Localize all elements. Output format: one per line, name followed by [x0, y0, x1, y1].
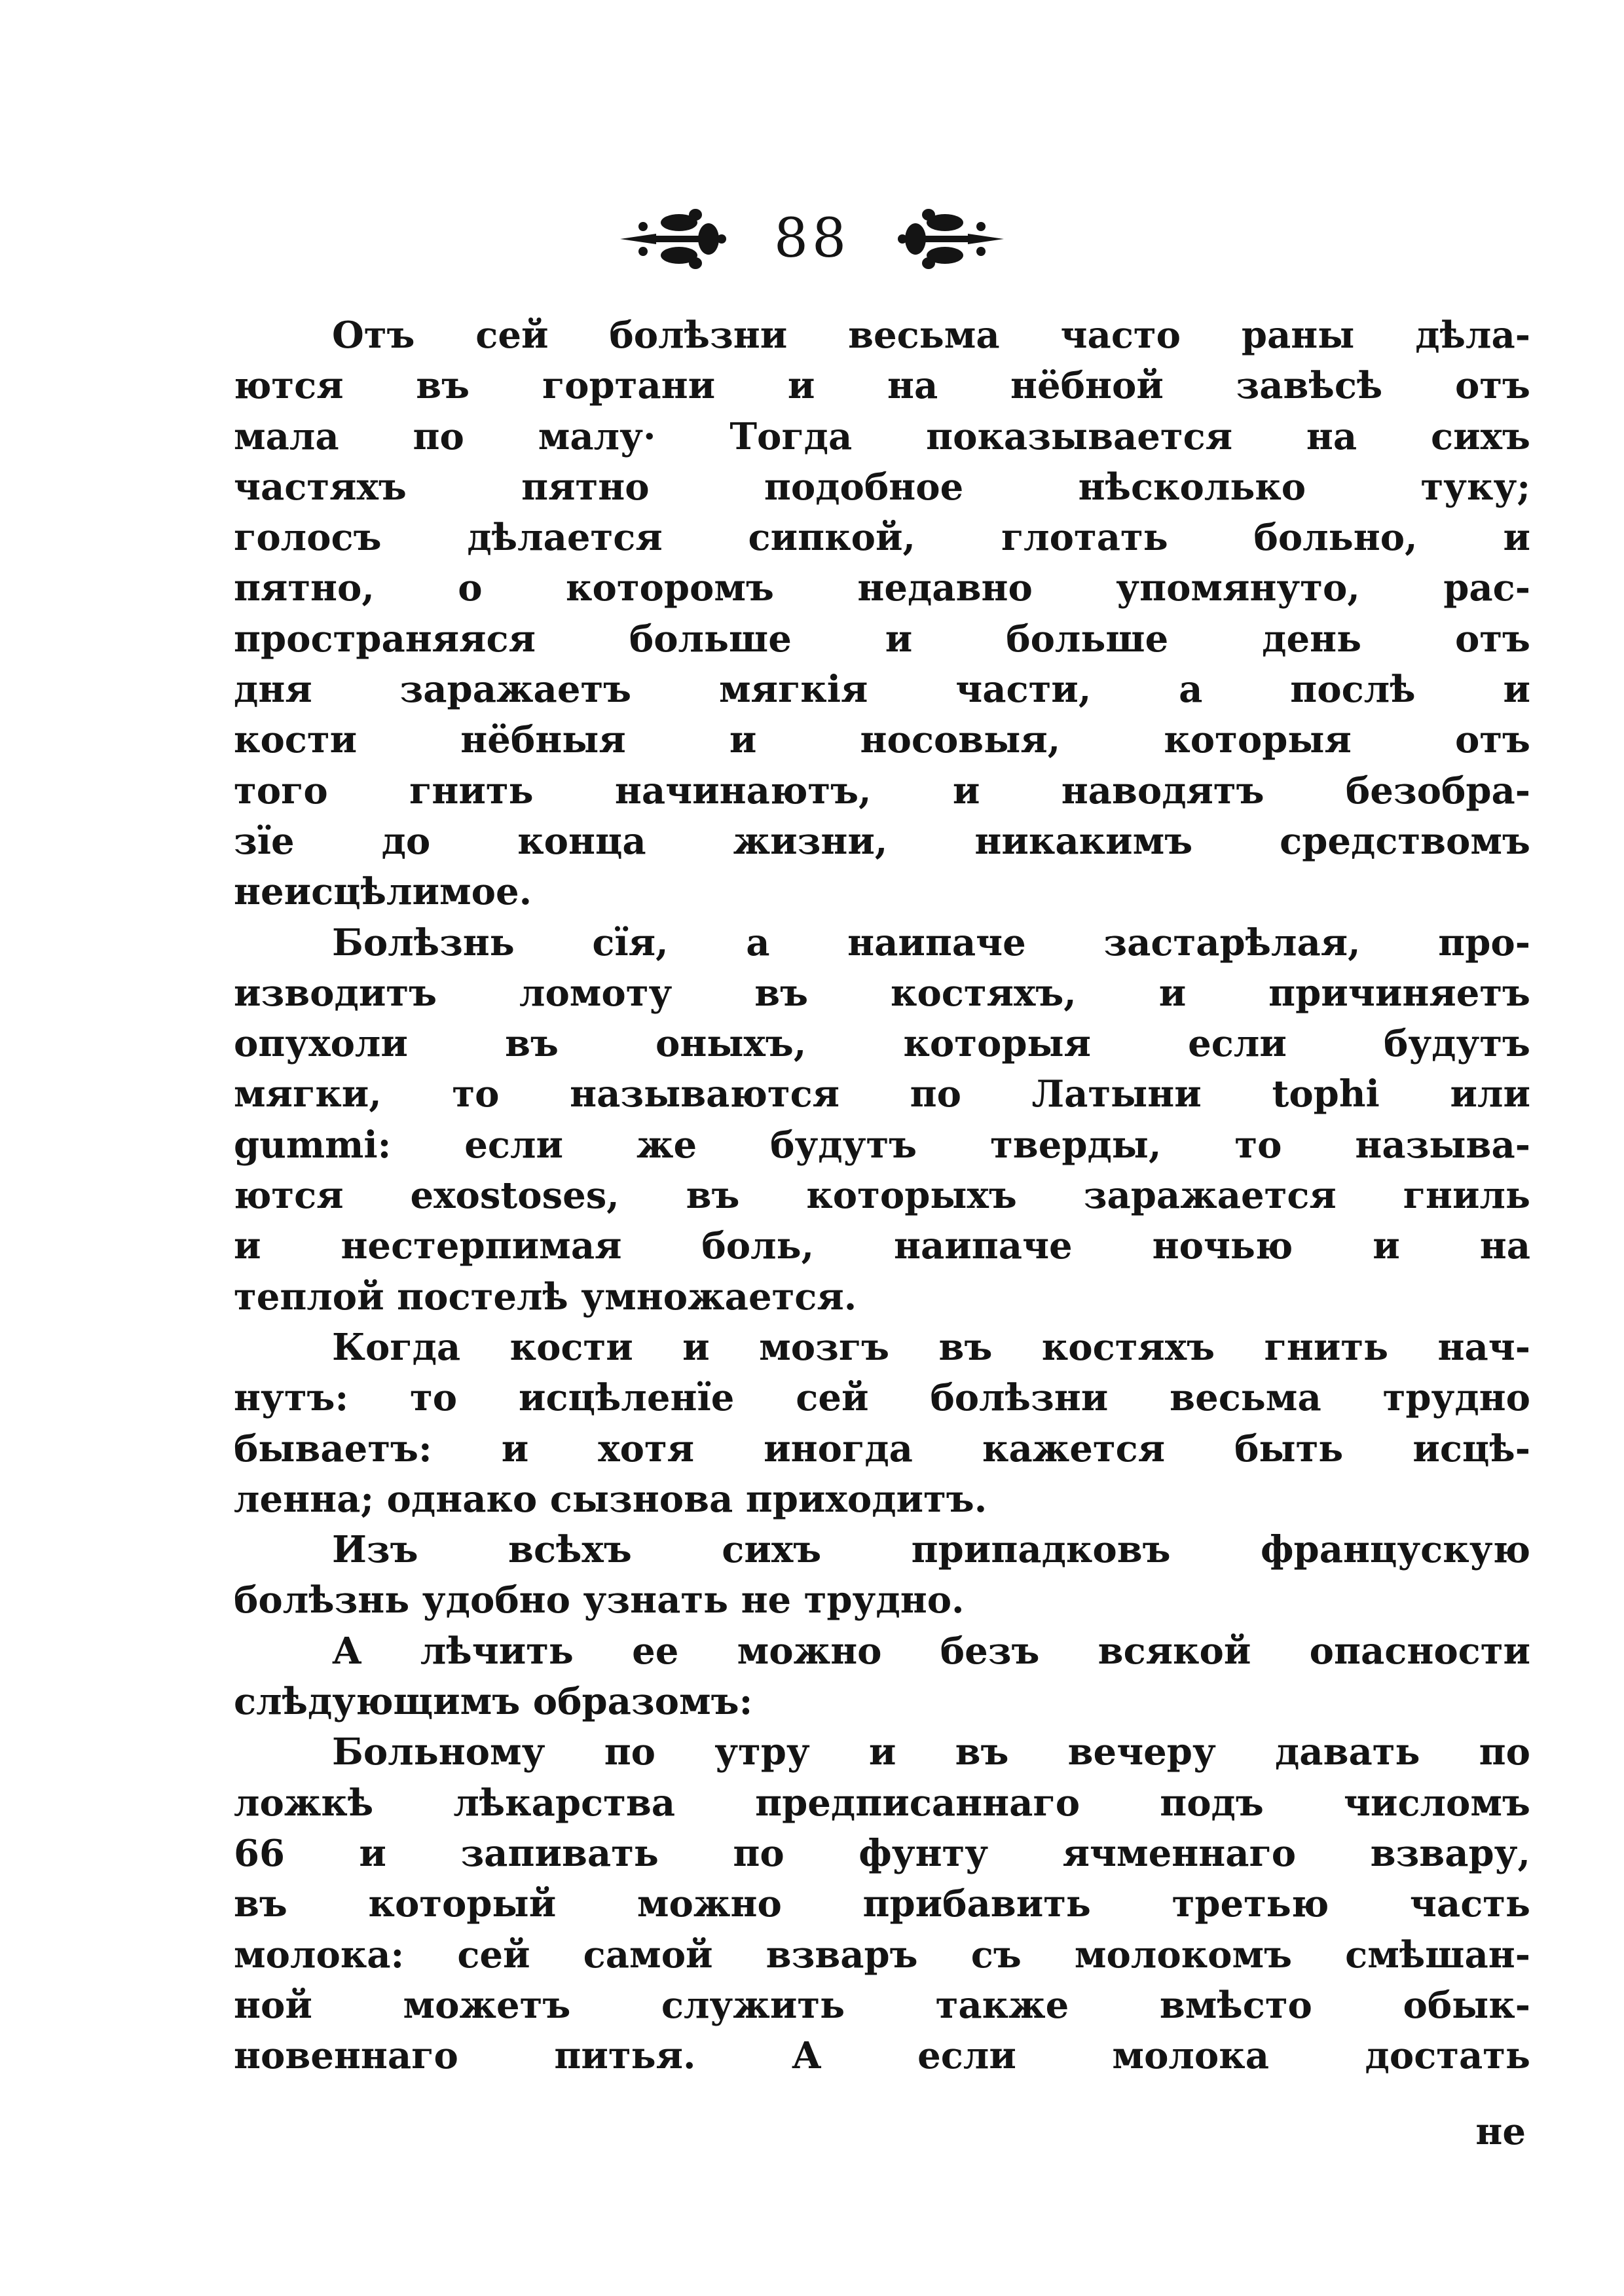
text-line: неисцѣлимое. — [234, 870, 532, 914]
text-line: дня заражаетъ мягкія части, а послѣ и — [234, 668, 1530, 712]
text-line: и нестерпимая боль, наипаче ночью и на — [234, 1224, 1530, 1268]
text-line: молока: сей самой взваръ съ молокомъ смѣшан- — [234, 1933, 1530, 1977]
text-line: Больному по утру и въ вечеру давать по — [332, 1730, 1530, 1774]
text-line: 66 и запивать по фунту ячменнаго взвару, — [234, 1831, 1530, 1875]
text-line: бываетъ: и хотя иногда кажется быть исцѣ- — [234, 1427, 1530, 1470]
text-line: А лѣчить ее можно безъ всякой опасности — [332, 1629, 1530, 1673]
text-line: ются въ гортани и на нёбной завѣсѣ отъ — [234, 364, 1530, 408]
text-line: Когда кости и мозгъ въ костяхъ гнить нач- — [332, 1325, 1530, 1369]
text-line: изводитъ ломоту въ костяхъ, и причиняетъ — [234, 971, 1530, 1015]
page-number: 88 — [773, 208, 851, 270]
text-line: Отъ сей болѣзни весьма часто раны дѣла- — [332, 314, 1530, 357]
text-line: кости нёбныя и носовыя, которыя отъ — [234, 718, 1530, 762]
text-line: болѣзнь удобно узнать не трудно. — [234, 1578, 965, 1622]
body-text — [234, 310, 1530, 2081]
text-line: мала по малу· Тогда показывается на сихъ — [234, 414, 1530, 458]
page-header — [0, 196, 1624, 282]
text-line: теплой постелѣ умножается. — [234, 1275, 857, 1319]
text-line: того гнить начинаютъ, и наводятъ безобра- — [234, 769, 1530, 812]
text-line: новеннаго питья. А если молока достать — [234, 2034, 1530, 2078]
text-line: зїе до конца жизни, никакимъ средствомъ — [234, 819, 1530, 863]
text-line: нутъ: то исцѣленїе сей болѣзни весьма трудно — [234, 1376, 1530, 1420]
text-line: ной можетъ служить также вмѣсто обык- — [234, 1983, 1530, 2027]
text-line: слѣдующимъ образомъ: — [234, 1680, 753, 1724]
floral-ornament-icon — [896, 203, 1007, 275]
text-line: Болѣзнь сїя, а наипаче застарѣлая, про- — [332, 920, 1530, 964]
floral-ornament-icon — [617, 203, 728, 275]
text-line: ются exostoses, въ которыхъ заражается гниль — [234, 1174, 1530, 1218]
text-line: голосъ дѣлается сипкой, глотать больно, и — [234, 516, 1530, 560]
text-line: ленна; однако сызнова приходитъ. — [234, 1477, 987, 1521]
text-line: въ который можно прибавить третью часть — [234, 1882, 1530, 1926]
text-line: gummi: если же будутъ тверды, то называ- — [234, 1123, 1530, 1167]
catchword: не — [1475, 2110, 1526, 2153]
text-line: Изъ всѣхъ сихъ припадковъ францускую — [332, 1528, 1530, 1572]
text-line: частяхъ пятно подобное нѣсколько туку; — [234, 465, 1530, 509]
text-line: пространяяся больше и больше день отъ — [234, 617, 1530, 661]
text-line: мягки, то называются по Латыни tophi или — [234, 1072, 1530, 1116]
text-line: опухоли въ оныхъ, которыя если будутъ — [234, 1022, 1530, 1066]
text-line: пятно, о которомъ недавно упомянуто, рас- — [234, 566, 1530, 610]
text-line: ложкѣ лѣкарства предписаннаго подъ числомъ — [234, 1781, 1530, 1825]
